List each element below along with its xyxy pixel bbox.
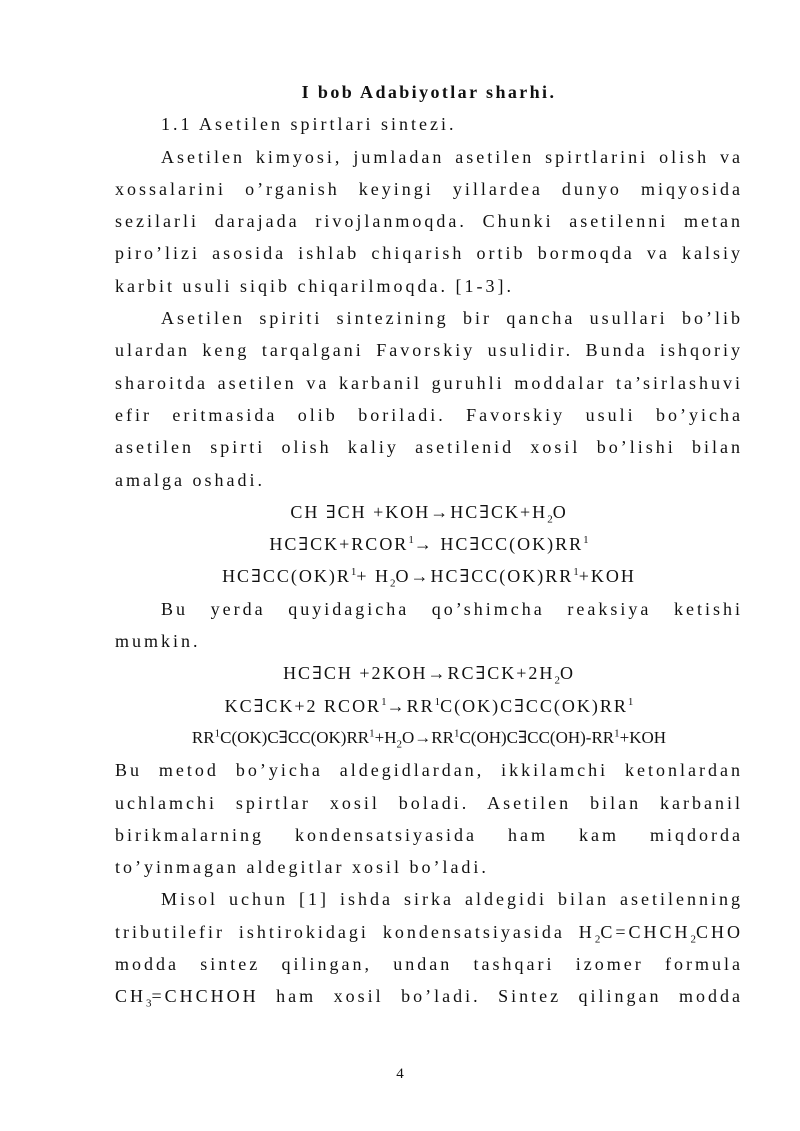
text-line: tributilefir ishtirokidagi kondensatsiyasida $H_2C=CHCH_2CHO$ bbox=[115, 921, 743, 946]
text-line: birikmalarning kondensatsiyasida ham kam miqdorda bbox=[115, 824, 743, 845]
reaction-block-2 bbox=[115, 657, 743, 754]
text-line: Asetilen kimyosi, jumladan asetilen spirtlarini olish va bbox=[161, 146, 743, 167]
reaction-equation: HC∃CH $+2KOH\to RC\exists CK+2H_2O$ bbox=[283, 663, 575, 687]
text-line: ulardan keng tarqalgani Favorskiy usulidir. Bunda ishqoriy bbox=[115, 340, 743, 361]
text-line: xossalarini o’rganish keyingi yillardea dunyo miqyosida bbox=[115, 178, 743, 199]
reaction-equation: CH ∃CH $+KOH\to HC\exists CK+H_2O$ bbox=[290, 501, 568, 526]
text-line: uchlamchi spirtlar xosil boladi. Asetilen bilan karbanil bbox=[115, 792, 743, 813]
page-number: 4 bbox=[396, 1066, 404, 1082]
text-line: Bu metod bo’yicha aldegidlardan, ikkilamchi ketonlardan bbox=[115, 760, 743, 781]
reaction-equation: $HC\exists CC(OK)R^1+$ $H_2O\to HC\exists CC(OK)RR^1+KOH$ bbox=[222, 566, 636, 591]
text-line: efir eritmasida olib boriladi. Favorskiy usuli bo’yicha bbox=[115, 404, 743, 425]
text-line: amalga oshadi. bbox=[115, 469, 265, 490]
text-line: sezilarli darajada rivojlanmoqda. Chunki asetilenni metan bbox=[115, 211, 743, 232]
reaction-equation: $RR^1C(OK)C\exists CC(OK)RR^1+H_2O\to RR^1C(OH)C\exists CC(OH)-RR^1+KOH$ bbox=[191, 727, 667, 751]
text-line: Bu yerda quyidagicha qo’shimcha reaksiya ketishi bbox=[161, 598, 743, 619]
reaction-equation: KC∃CK+2 $RCOR^1\to RR^1C(OK)C\exists CC(OK)RR^1$ bbox=[224, 695, 634, 716]
text-line: karbit usuli siqib chiqarilmoqda. [1-3]. bbox=[115, 275, 514, 296]
paragraph-3 bbox=[115, 593, 743, 658]
chapter-title: I bob Adabiyotlar sharhi. bbox=[301, 82, 557, 102]
section-title: 1.1 Asetilen spirtlari sintezi. bbox=[161, 114, 457, 135]
reaction-equation: $HC\exists CK+RCOR^1\to$ $HC\exists CC(OK)RR^1$ bbox=[269, 534, 589, 555]
paragraph-5 bbox=[115, 883, 743, 1012]
text-line: sharoitda asetilen va karbanil guruhli moddalar ta’sirlashuvi bbox=[115, 372, 743, 393]
reaction-block-1 bbox=[115, 496, 743, 593]
text-line: piro’lizi asosida ishlab chiqarish ortib bormoqda va kalsiy bbox=[115, 243, 743, 264]
text-line: mumkin. bbox=[115, 631, 201, 652]
text-line: Asetilen spiriti sintezining bir qancha usullari bo’lib bbox=[161, 308, 743, 329]
text-line: modda sintez qilingan, undan tashqari izomer formula bbox=[115, 954, 743, 975]
paragraph-2 bbox=[115, 302, 743, 496]
paragraph-4 bbox=[115, 754, 743, 883]
paragraph-1 bbox=[115, 141, 743, 302]
text-line: Misol uchun [1] ishda sirka aldegidi bilan asetilenning bbox=[161, 889, 743, 910]
text-line: to’yinmagan aldegitlar xosil bo’ladi. bbox=[115, 857, 489, 878]
document-page bbox=[115, 76, 743, 1013]
text-line: asetilen spirti olish kaliy asetilenid xosil bo’lishi bilan bbox=[115, 437, 743, 458]
text-line: $CH_3=CHCHOH$ ham xosil bo’ladi. Sintez qilingan modda bbox=[115, 986, 743, 1010]
